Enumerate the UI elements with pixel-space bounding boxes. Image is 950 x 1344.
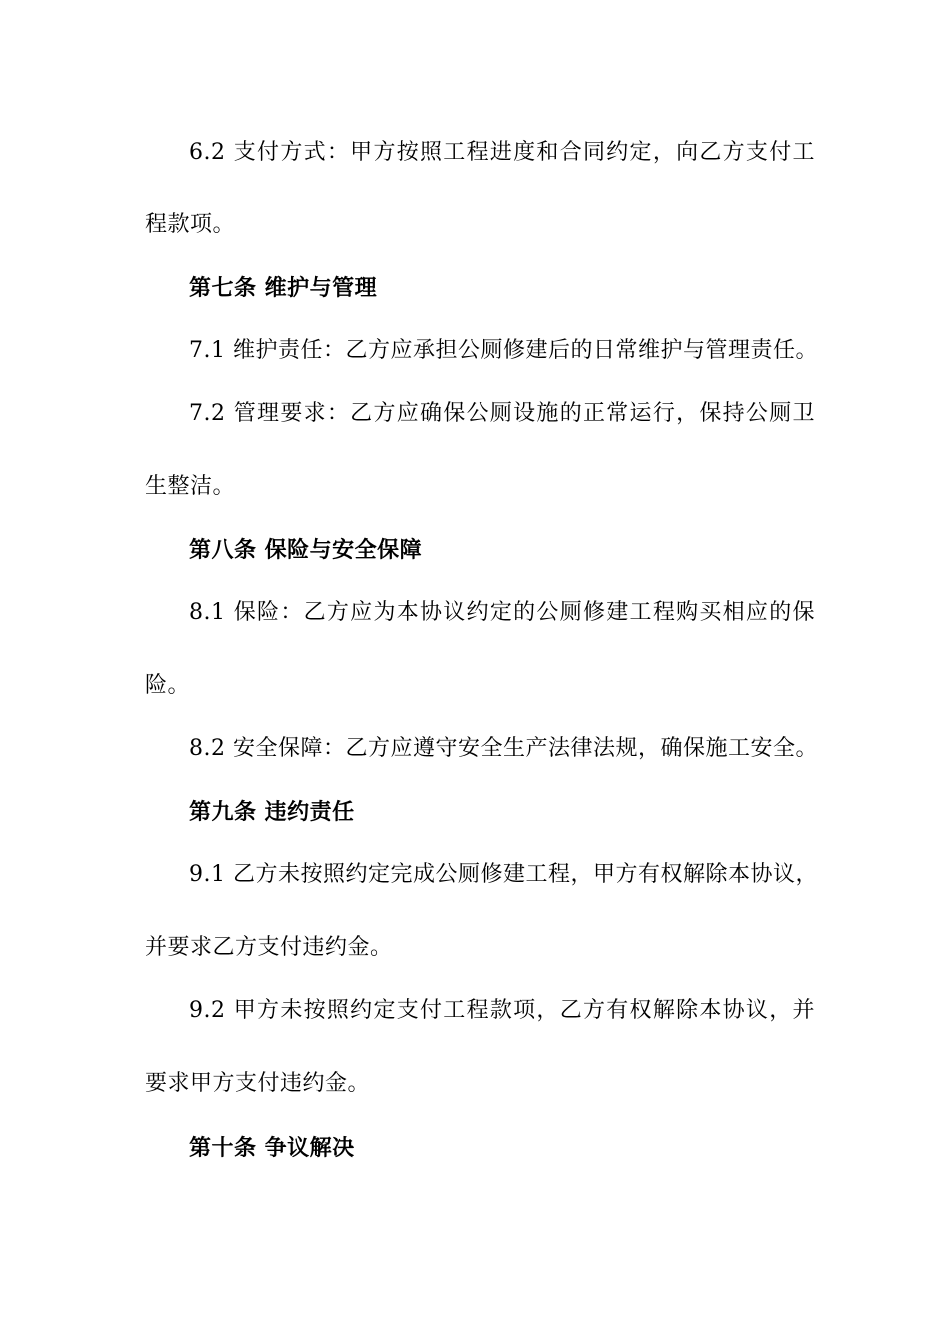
clause-6-2-line-1: 6.2 支付方式：甲方按照工程进度和合同约定，向乙方支付工 bbox=[189, 140, 815, 165]
clause-9-2-line-2: 要求甲方支付违约金。 bbox=[145, 1071, 371, 1096]
clause-6-2-line-2: 程款项。 bbox=[145, 212, 236, 237]
clause-8-1-line-1: 8.1 保险：乙方应为本协议约定的公厕修建工程购买相应的保 bbox=[189, 600, 815, 625]
clause-8-2-line: 8.2 安全保障：乙方应遵守安全生产法律法规，确保施工安全。 bbox=[189, 736, 818, 761]
clause-8-1-line-2: 险。 bbox=[145, 673, 191, 698]
article-8-heading: 第八条 保险与安全保障 bbox=[189, 537, 423, 563]
article-7-heading: 第七条 维护与管理 bbox=[189, 275, 378, 301]
clause-9-1-line-2: 并要求乙方支付违约金。 bbox=[145, 935, 393, 960]
article-9-heading: 第九条 违约责任 bbox=[189, 799, 355, 825]
article-10-heading: 第十条 争议解决 bbox=[189, 1135, 355, 1161]
clause-9-2-line-1: 9.2 甲方未按照约定支付工程款项，乙方有权解除本协议，并 bbox=[189, 998, 815, 1023]
clause-7-1-line: 7.1 维护责任：乙方应承担公厕修建后的日常维护与管理责任。 bbox=[189, 338, 818, 363]
clause-9-1-line-1: 9.1 乙方未按照约定完成公厕修建工程，甲方有权解除本协议， bbox=[189, 862, 818, 887]
clause-7-2-line-1: 7.2 管理要求：乙方应确保公厕设施的正常运行，保持公厕卫 bbox=[189, 401, 815, 426]
clause-7-2-line-2: 生整洁。 bbox=[145, 474, 236, 499]
